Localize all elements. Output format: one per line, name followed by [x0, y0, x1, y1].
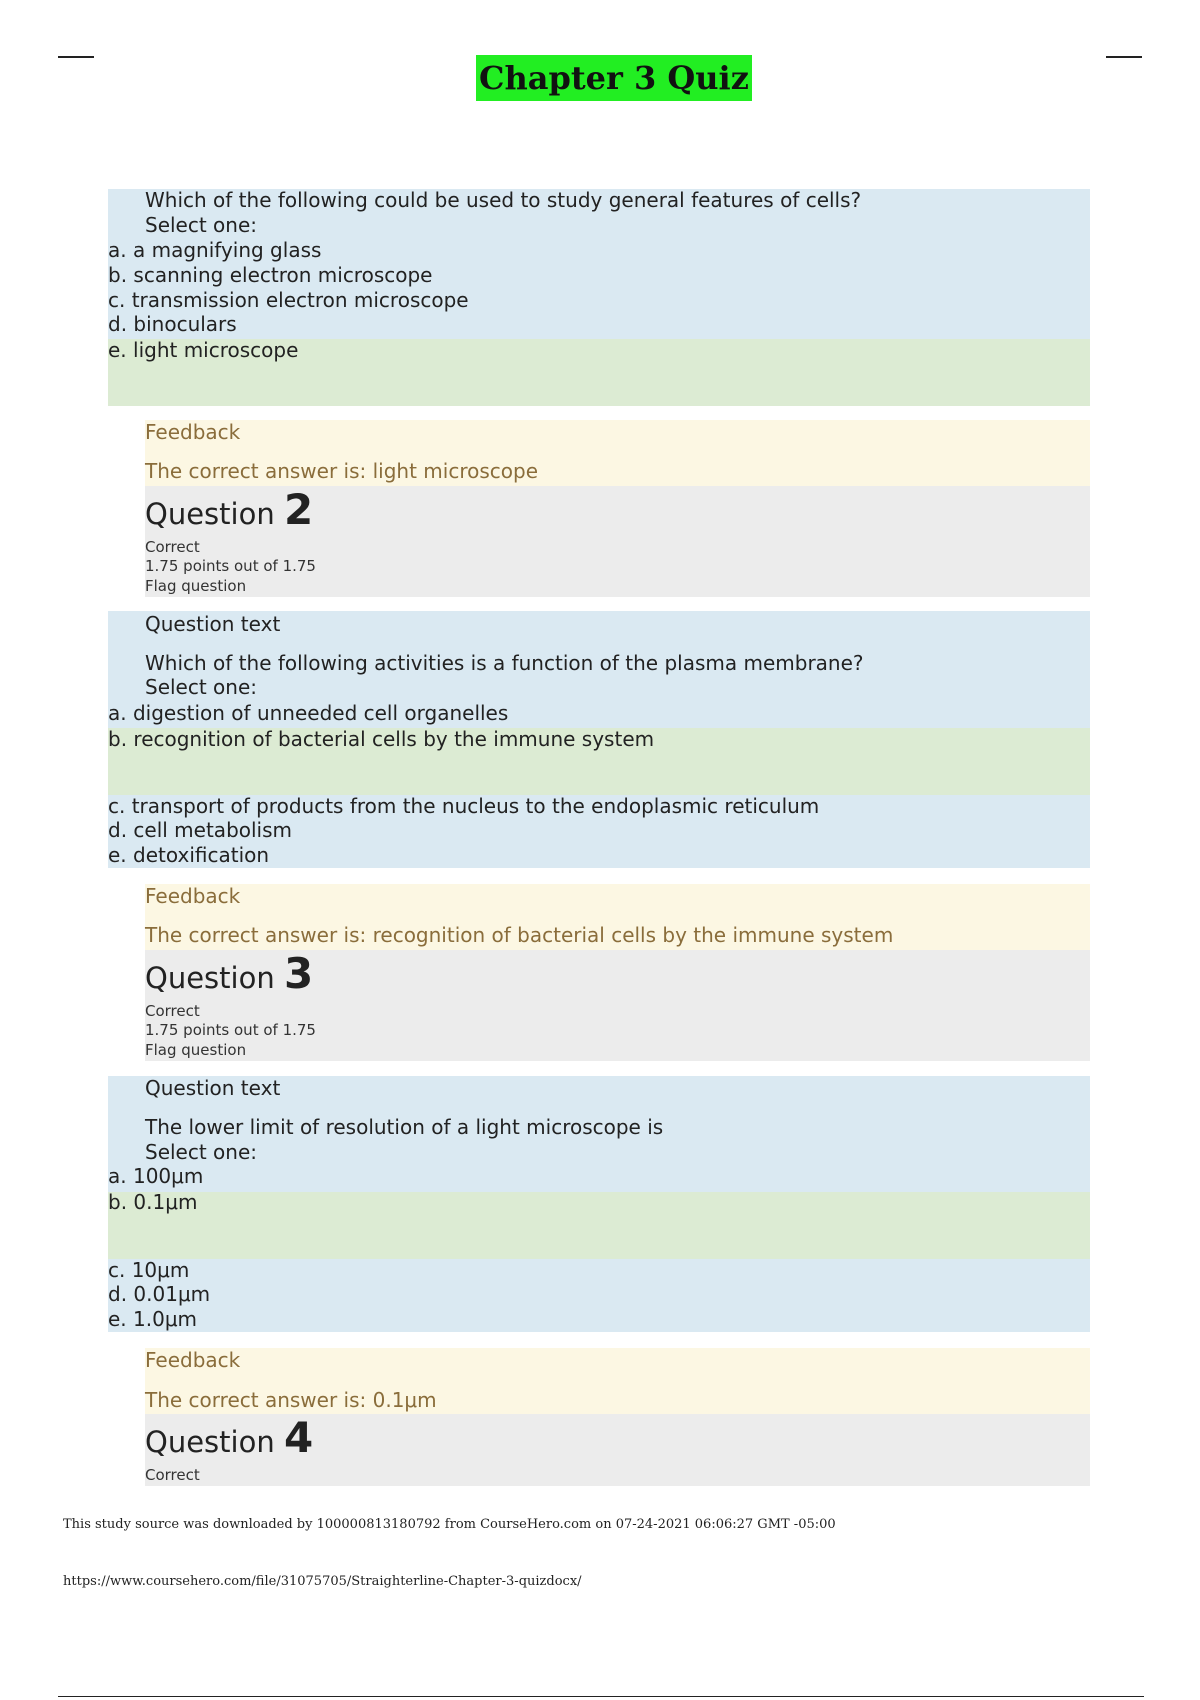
- q3-feedback-text: The correct answer is: 0.1μm: [145, 1388, 437, 1412]
- q2-option-b[interactable]: b. recognition of bacterial cells by the immune system: [108, 727, 655, 751]
- q3-feedback-label: Feedback: [145, 1348, 241, 1372]
- q3-points: 1.75 points out of 1.75: [145, 1021, 316, 1039]
- header-left-rule: [58, 56, 94, 58]
- q3-status: Correct: [145, 1002, 200, 1020]
- q3-correct-option-band: [108, 1192, 1090, 1259]
- q2-heading: Question 2: [145, 485, 314, 534]
- q2-status: Correct: [145, 538, 200, 556]
- q3-option-c[interactable]: c. 10μm: [108, 1258, 190, 1282]
- q2-feedback-label: Feedback: [145, 884, 241, 908]
- q2-option-d[interactable]: d. cell metabolism: [108, 818, 293, 842]
- q3-option-e[interactable]: e. 1.0μm: [108, 1307, 198, 1331]
- q3-question-text-label: Question text: [145, 1076, 281, 1100]
- q2-select-label: Select one:: [145, 675, 258, 699]
- q2-question-text-label: Question text: [145, 612, 281, 636]
- page-title: Chapter 3 Quiz: [476, 55, 752, 101]
- q2-feedback-text: The correct answer is: recognition of bacterial cells by the immune system: [145, 923, 894, 947]
- q2-stem: Which of the following activities is a function of the plasma membrane?: [145, 651, 864, 675]
- q3-question-band-lower: [108, 1259, 1090, 1332]
- q3-option-d[interactable]: d. 0.01μm: [108, 1282, 211, 1306]
- q4-status: Correct: [145, 1466, 200, 1484]
- q1-option-e[interactable]: e. light microscope: [108, 338, 299, 362]
- q3-stem: The lower limit of resolution of a light microscope is: [145, 1115, 664, 1139]
- q3-heading: Question 3: [145, 949, 314, 998]
- q1-option-d[interactable]: d. binoculars: [108, 312, 237, 336]
- q1-option-c[interactable]: c. transmission electron microscope: [108, 288, 469, 312]
- q2-points: 1.75 points out of 1.75: [145, 557, 316, 575]
- q1-select-label: Select one:: [145, 213, 258, 237]
- header-right-rule: [1106, 56, 1142, 58]
- q2-option-e[interactable]: e. detoxification: [108, 843, 270, 867]
- q1-feedback-text: The correct answer is: light microscope: [145, 459, 538, 483]
- q3-select-label: Select one:: [145, 1140, 258, 1164]
- q3-option-a[interactable]: a. 100μm: [108, 1164, 204, 1188]
- q2-option-c[interactable]: c. transport of products from the nucleus to the endoplasmic reticulum: [108, 794, 820, 818]
- q1-option-a[interactable]: a. a magnifying glass: [108, 238, 322, 262]
- q2-flag-question-link[interactable]: Flag question: [145, 577, 247, 595]
- q1-stem: Which of the following could be used to study general features of cells?: [145, 188, 862, 212]
- source-url-link[interactable]: https://www.coursehero.com/file/31075705/Straighterline-Chapter-3-quizdocx/: [63, 1574, 582, 1589]
- q2-option-a[interactable]: a. digestion of unneeded cell organelles: [108, 701, 509, 725]
- q1-feedback-label: Feedback: [145, 420, 241, 444]
- q1-option-b[interactable]: b. scanning electron microscope: [108, 263, 433, 287]
- source-download-notice: This study source was downloaded by 100000813180792 from CourseHero.com on 07-24-2021 06:06:27 GMT -05:00: [63, 1517, 836, 1532]
- q4-heading: Question 4: [145, 1413, 314, 1462]
- q3-option-b[interactable]: b. 0.1μm: [108, 1190, 198, 1214]
- q3-flag-question-link[interactable]: Flag question: [145, 1041, 247, 1059]
- bottom-rule: [58, 1696, 1144, 1697]
